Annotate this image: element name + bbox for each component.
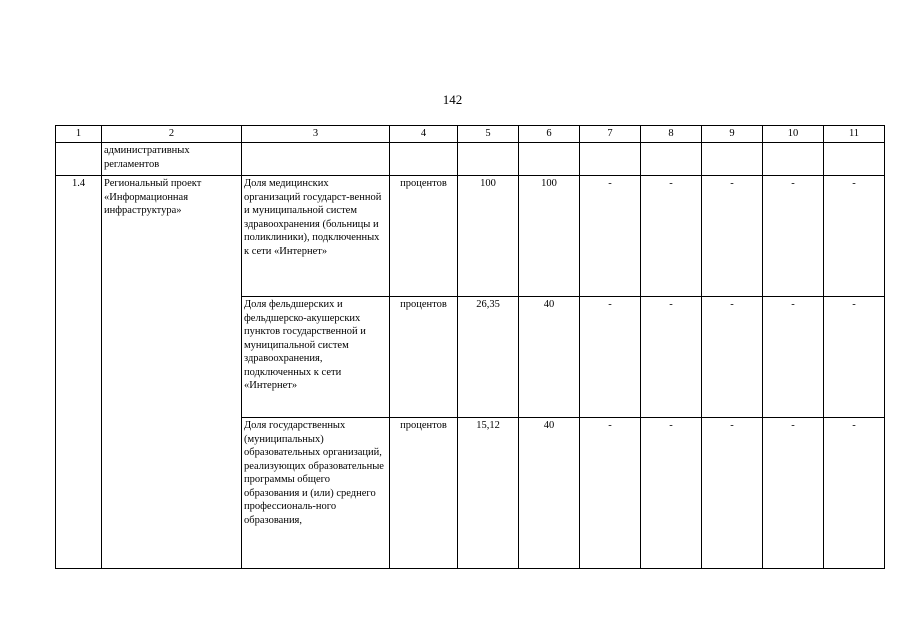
value-cell: - (824, 297, 885, 418)
value-cell: 40 (519, 418, 580, 569)
value-cell: 100 (519, 176, 580, 297)
value-cell: - (702, 176, 763, 297)
column-header: 5 (458, 126, 519, 143)
value-cell: - (580, 418, 641, 569)
value-cell: - (641, 297, 702, 418)
value-cell: - (702, 418, 763, 569)
value-cell: 26,35 (458, 297, 519, 418)
column-header: 2 (102, 126, 242, 143)
table-row (56, 143, 885, 176)
value-cell: - (580, 297, 641, 418)
value-cell: 15,12 (458, 418, 519, 569)
column-header: 6 (519, 126, 580, 143)
value-cell: - (641, 418, 702, 569)
project-number: 1.4 (56, 176, 102, 569)
project-name: Региональный проект «Информационная инфраструктура» (102, 176, 242, 569)
column-header: 11 (824, 126, 885, 143)
unit-cell: процентов (390, 297, 458, 418)
column-header: 1 (56, 126, 102, 143)
value-cell: 100 (458, 176, 519, 297)
column-header: 3 (242, 126, 390, 143)
indicator-name: Доля медицинских организаций государст-венной и муниципальной систем здравоохранения (больницы и поликлиники), подключенных к сети «Интернет» (242, 176, 390, 297)
column-header: 9 (702, 126, 763, 143)
table-header-row (56, 126, 885, 143)
indicator-name: Доля фельдшерских и фельдшерско-акушерских пунктов государственной и муниципальной систем здравоохранения, подключенных к сети «Интернет» (242, 297, 390, 418)
value-cell: - (702, 297, 763, 418)
value-cell: 40 (519, 297, 580, 418)
column-header: 10 (763, 126, 824, 143)
column-header: 8 (641, 126, 702, 143)
indicators-table (55, 125, 885, 569)
value-cell: - (580, 176, 641, 297)
column-header: 4 (390, 126, 458, 143)
value-cell: - (763, 297, 824, 418)
value-cell: - (824, 176, 885, 297)
value-cell: - (824, 418, 885, 569)
project-name-continuation: административных регламентов (102, 143, 242, 176)
unit-cell: процентов (390, 176, 458, 297)
value-cell: - (763, 418, 824, 569)
value-cell: - (763, 176, 824, 297)
column-header: 7 (580, 126, 641, 143)
unit-cell: процентов (390, 418, 458, 569)
page-number: 142 (442, 92, 463, 107)
indicator-name: Доля государственных (муниципальных) образовательных организаций, реализующих образовательные программы общего образования и (или) среднего профессиональ-ного образования, (242, 418, 390, 569)
value-cell: - (641, 176, 702, 297)
table-row (56, 176, 885, 297)
